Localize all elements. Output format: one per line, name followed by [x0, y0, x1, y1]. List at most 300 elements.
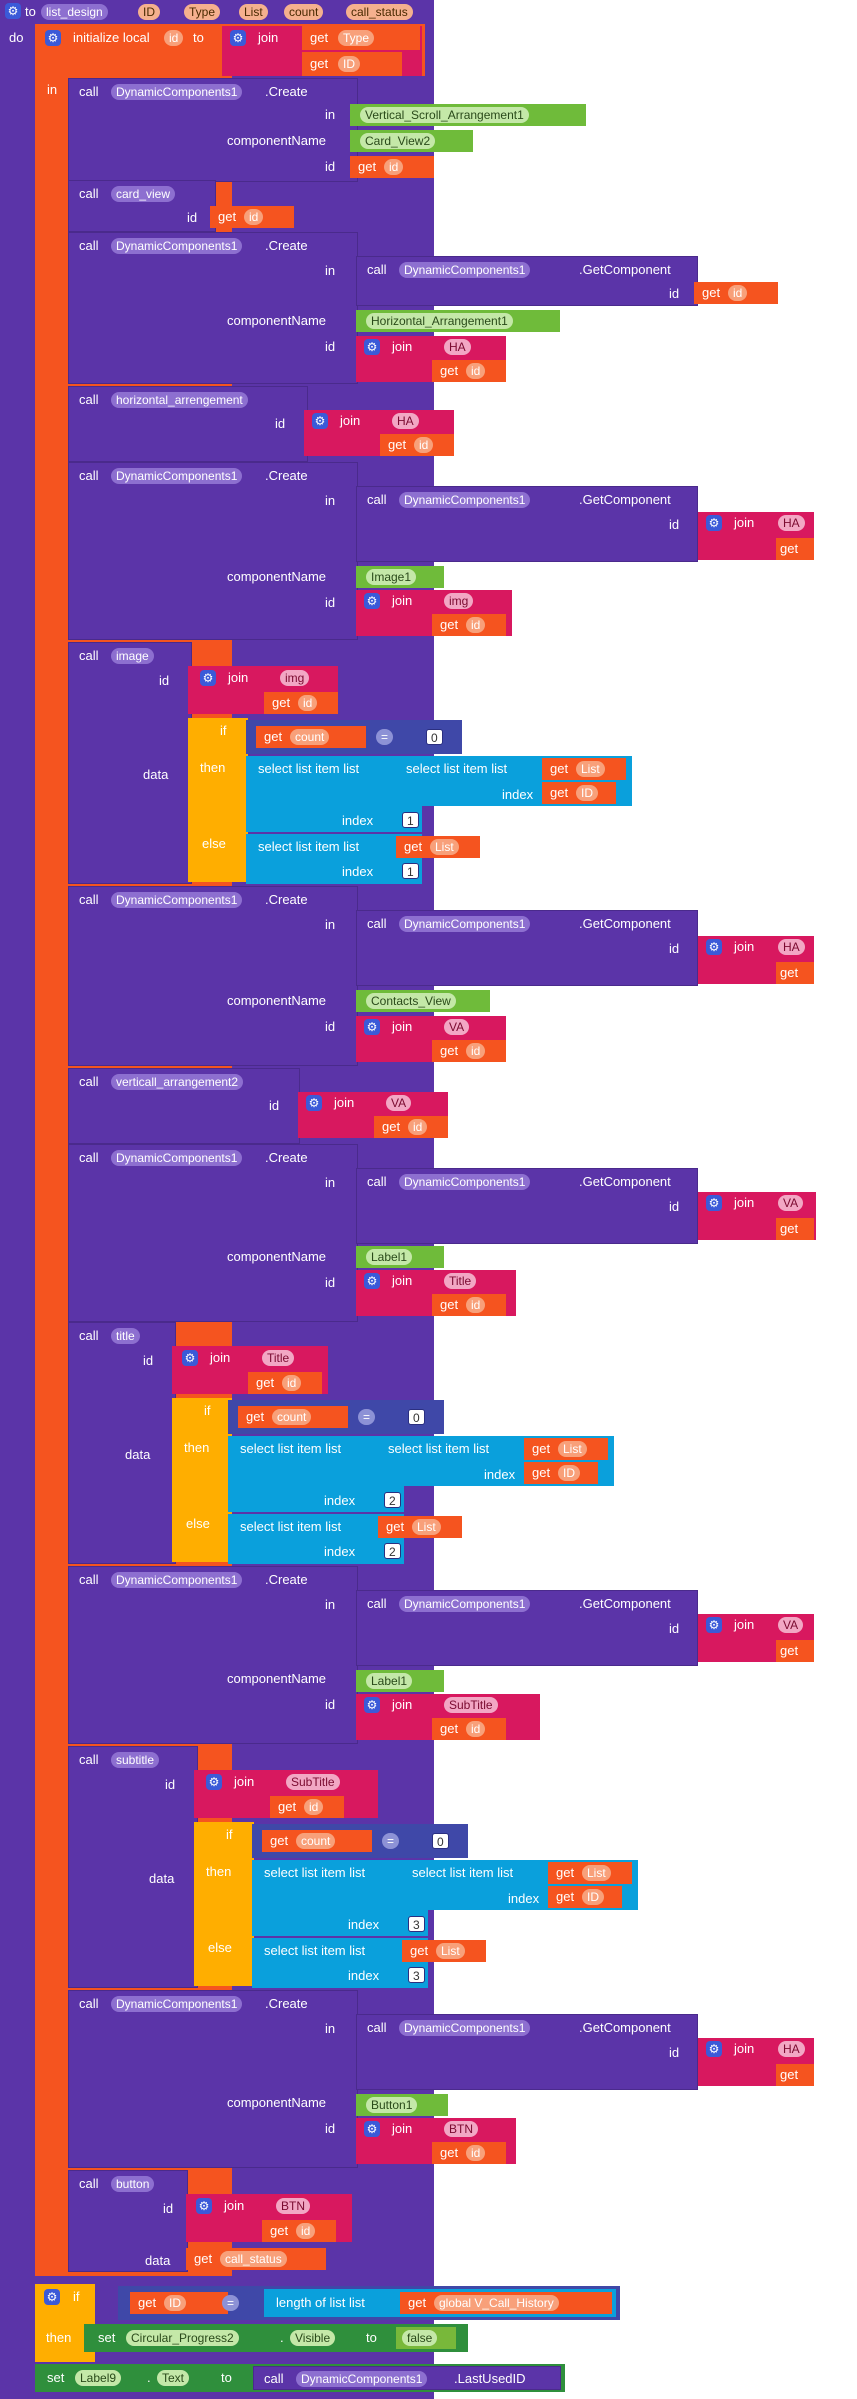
dynamic-components-dropdown[interactable]: DynamicComponents1 [399, 492, 530, 508]
text-string[interactable]: HA [778, 2041, 805, 2057]
get-id-dropdown[interactable]: id [414, 437, 433, 453]
id-label: id [669, 1199, 680, 1214]
call-horizontal-block[interactable] [68, 386, 308, 462]
call-label: call [79, 468, 99, 483]
call-subtitle-block[interactable] [68, 1746, 198, 1988]
join-label: join [210, 1350, 231, 1365]
get-id-block[interactable] [432, 360, 506, 382]
get-id-param-dropdown[interactable]: ID [164, 2295, 186, 2311]
horizontal-arrangement-component[interactable] [356, 310, 560, 332]
select-list-item-label: select list item list [240, 1441, 342, 1456]
get-count-dropdown[interactable]: count [272, 1409, 311, 1425]
select-list-item-block[interactable] [400, 1860, 638, 1910]
join-block[interactable] [698, 936, 814, 984]
get-id-block[interactable] [432, 1294, 506, 1316]
get-component-block[interactable] [356, 1168, 698, 1244]
param-list[interactable]: List [239, 4, 268, 20]
number-value[interactable]: 2 [384, 1492, 401, 1508]
select-list-item-label: select list item list [412, 1865, 514, 1880]
get-id-dropdown[interactable]: id [466, 1043, 485, 1059]
join-gear-icon[interactable]: ⚙ [364, 2121, 380, 2137]
join-block[interactable] [298, 1092, 448, 1138]
get-id-dropdown[interactable]: id [304, 1799, 323, 1815]
join-gear-icon[interactable]: ⚙ [706, 939, 722, 955]
call-label: call [79, 1074, 99, 1089]
text-string[interactable]: HA [778, 515, 805, 531]
call-label: call [79, 1572, 99, 1587]
get-id-param-dropdown[interactable]: ID [576, 785, 598, 801]
get-label: get [194, 2251, 213, 2266]
text-string[interactable]: img [280, 670, 309, 686]
to-label: to [221, 2370, 232, 2385]
text-string[interactable]: HA [392, 413, 419, 429]
join-gear-icon[interactable]: ⚙ [364, 1019, 380, 1035]
text-string[interactable]: HA [444, 339, 471, 355]
get-label: get [532, 1441, 551, 1456]
get-global-list-dropdown[interactable]: global V_Call_History [434, 2295, 559, 2311]
join-gear-icon[interactable]: ⚙ [230, 30, 246, 46]
call-card-view-block[interactable] [68, 180, 216, 232]
component-dropdown[interactable]: Horizontal_Arrangement1 [366, 313, 513, 329]
get-id-param-block[interactable] [302, 52, 402, 76]
get-component-block[interactable] [356, 256, 698, 306]
local-to-label: to [193, 30, 204, 45]
get-label: get [550, 761, 569, 776]
component-dropdown[interactable]: Contacts_View [366, 993, 456, 1009]
create-card-view-block[interactable] [68, 78, 358, 182]
call-label: call [79, 238, 99, 253]
get-component-method: .GetComponent [579, 2020, 671, 2035]
get-id-param-block[interactable] [548, 1886, 622, 1908]
procedure-dropdown[interactable]: button [111, 2176, 154, 2192]
get-id-param-dropdown[interactable]: ID [558, 1465, 580, 1481]
dynamic-components-dropdown[interactable]: DynamicComponents1 [399, 1174, 530, 1190]
join-gear-icon[interactable]: ⚙ [364, 1273, 380, 1289]
boolean-block[interactable] [396, 2327, 456, 2349]
get-id-param-block[interactable] [524, 1462, 598, 1484]
get-label: get [780, 541, 799, 556]
get-component-block[interactable] [356, 2014, 698, 2090]
join-label: join [392, 339, 413, 354]
label1-component[interactable] [356, 1670, 444, 1692]
compare-block[interactable] [252, 1824, 468, 1858]
get-label: get [264, 729, 283, 744]
procedure-dropdown[interactable]: subtitle [111, 1752, 159, 1768]
compare-block[interactable] [228, 1400, 444, 1434]
get-label: get [358, 159, 377, 174]
number-value[interactable]: 3 [408, 1967, 425, 1983]
get-id-block[interactable] [776, 2064, 814, 2086]
procedure-dropdown[interactable]: card_view [111, 186, 175, 202]
id-label: id [325, 2121, 336, 2136]
index-label: index [348, 1968, 380, 1983]
procedure-dropdown[interactable]: verticall_arrangement2 [111, 1074, 243, 1090]
param-id[interactable]: ID [138, 4, 160, 20]
get-list-dropdown[interactable]: List [582, 1865, 611, 1881]
index-label: index [508, 1891, 540, 1906]
procedure-dropdown[interactable]: title [111, 1328, 140, 1344]
set-label: set [98, 2330, 116, 2345]
get-id-dropdown[interactable]: id [298, 695, 317, 711]
if-then-else-block[interactable] [194, 1822, 254, 1986]
get-component-block[interactable] [356, 910, 698, 986]
if-gear-icon[interactable]: ⚙ [44, 2289, 60, 2305]
equals-operator-dropdown[interactable]: = [358, 1409, 375, 1425]
get-label: get [246, 1409, 265, 1424]
join-block[interactable] [356, 1694, 540, 1740]
get-id-dropdown[interactable]: id [466, 1721, 485, 1737]
to-label: to [366, 2330, 377, 2345]
get-id-block[interactable] [210, 206, 294, 228]
get-component-block[interactable] [356, 486, 698, 562]
get-call-status-block[interactable] [186, 2248, 326, 2270]
get-id-dropdown[interactable]: id [466, 1297, 485, 1313]
get-id-block[interactable] [432, 1718, 506, 1740]
join-block[interactable] [172, 1346, 328, 1394]
get-id-dropdown[interactable]: id [728, 285, 747, 301]
in-label: in [325, 107, 336, 122]
join-block[interactable] [698, 1614, 814, 1662]
call-label: call [79, 892, 99, 907]
equals-operator-dropdown[interactable]: = [222, 2295, 239, 2311]
get-component-method: .GetComponent [579, 916, 671, 931]
get-list-dropdown[interactable]: List [576, 761, 605, 777]
text-string[interactable]: img [444, 593, 473, 609]
equals-operator-dropdown[interactable]: = [376, 729, 393, 745]
get-id-block[interactable] [694, 282, 778, 304]
get-id-block[interactable] [776, 962, 814, 984]
call-image-block[interactable] [68, 642, 192, 884]
id-label: id [275, 416, 286, 431]
join-block[interactable] [698, 2038, 814, 2086]
component-name-label: componentName [227, 1249, 326, 1264]
select-list-item-block[interactable] [246, 834, 454, 884]
param-call-status[interactable]: call_status [346, 4, 413, 20]
dynamic-components-dropdown[interactable]: DynamicComponents1 [111, 1150, 242, 1166]
dynamic-components-dropdown[interactable]: DynamicComponents1 [111, 1996, 242, 2012]
join-gear-icon[interactable]: ⚙ [706, 1617, 722, 1633]
param-count[interactable]: count [284, 4, 323, 20]
get-type-block[interactable] [302, 26, 420, 50]
set-property-dropdown[interactable]: Visible [290, 2330, 335, 2346]
text-string[interactable]: VA [778, 1617, 803, 1633]
select-list-item-block[interactable] [252, 1938, 460, 1988]
join-block[interactable] [698, 512, 814, 560]
component-name-label: componentName [227, 569, 326, 584]
text-string[interactable]: VA [386, 1095, 411, 1111]
id-label: id [325, 159, 336, 174]
then-label: then [184, 1440, 210, 1455]
select-list-item-block[interactable] [376, 1436, 614, 1486]
create-horizontal-block[interactable] [68, 232, 358, 384]
card-view2-component[interactable] [350, 130, 473, 152]
get-id-block[interactable] [262, 2220, 336, 2242]
get-id-param-dropdown[interactable]: ID [338, 56, 360, 72]
call-label: call [79, 1150, 99, 1165]
get-id-block[interactable] [432, 1040, 506, 1062]
index-label: index [484, 1467, 516, 1482]
id-label: id [269, 1098, 280, 1113]
text-string[interactable]: VA [778, 1195, 803, 1211]
join-block[interactable] [188, 666, 338, 714]
get-count-dropdown[interactable]: count [296, 1833, 335, 1849]
get-global-list-block[interactable] [400, 2292, 612, 2314]
in-label: in [325, 917, 336, 932]
number-value[interactable]: 2 [384, 1543, 401, 1559]
get-label: get [270, 2223, 289, 2238]
text-string[interactable]: SubTitle [286, 1774, 340, 1790]
join-block[interactable] [698, 1192, 816, 1240]
get-id-block[interactable] [264, 692, 338, 714]
dynamic-components-dropdown[interactable]: DynamicComponents1 [399, 916, 530, 932]
get-list-block[interactable] [378, 1516, 462, 1538]
id-label: id [669, 517, 680, 532]
get-id-dropdown[interactable]: id [466, 617, 485, 633]
button1-component[interactable] [356, 2094, 448, 2116]
get-list-block[interactable] [402, 1940, 486, 1962]
component-name-label: componentName [227, 2095, 326, 2110]
param-type[interactable]: Type [184, 4, 220, 20]
local-join-block[interactable] [222, 26, 422, 76]
join-gear-icon[interactable]: ⚙ [364, 1697, 380, 1713]
component-dropdown[interactable]: Label1 [366, 1673, 412, 1689]
boolean-dropdown[interactable]: false [402, 2330, 437, 2346]
get-id-dropdown[interactable]: id [296, 2223, 315, 2239]
dynamic-components-dropdown[interactable]: DynamicComponents1 [111, 238, 242, 254]
set-component-dropdown[interactable]: Circular_Progress2 [126, 2330, 239, 2346]
join-label: join [392, 1697, 413, 1712]
text-string[interactable]: Title [444, 1273, 476, 1289]
get-id-dropdown[interactable]: id [384, 159, 403, 175]
get-label: get [440, 2145, 459, 2160]
get-label: get [382, 1119, 401, 1134]
create-button-block[interactable] [68, 1990, 358, 2168]
join-block[interactable] [186, 2194, 352, 2242]
local-var-name[interactable]: id [164, 30, 183, 46]
join-block[interactable] [356, 1016, 506, 1062]
then-label: then [206, 1864, 232, 1879]
get-id-dropdown[interactable]: id [466, 363, 485, 379]
get-id-block[interactable] [248, 1372, 322, 1394]
get-id-block[interactable] [432, 2142, 506, 2164]
join-gear-icon[interactable]: ⚙ [200, 670, 216, 686]
join-block[interactable] [356, 2118, 516, 2164]
create-method: .Create [265, 1996, 308, 2011]
get-list-block[interactable] [396, 836, 480, 858]
get-id-block[interactable] [432, 614, 506, 636]
text-string[interactable]: Title [262, 1350, 294, 1366]
get-id-block[interactable] [380, 434, 454, 456]
join-label: join [392, 593, 413, 608]
text-string[interactable]: HA [778, 939, 805, 955]
id-label: id [669, 286, 680, 301]
procedure-dropdown[interactable]: image [111, 648, 154, 664]
call-vertical-block[interactable] [68, 1068, 300, 1144]
procedure-gear-icon[interactable]: ⚙ [5, 3, 21, 19]
get-count-block[interactable] [238, 1406, 348, 1428]
create-title-label-block[interactable] [68, 1144, 358, 1322]
dynamic-components-dropdown[interactable]: DynamicComponents1 [399, 262, 530, 278]
id-label: id [669, 1621, 680, 1636]
contacts-view-component[interactable] [356, 990, 490, 1012]
join-block[interactable] [304, 410, 454, 456]
join-label: join [224, 2198, 245, 2213]
data-label: data [143, 767, 169, 782]
get-label: get [440, 617, 459, 632]
get-id-block[interactable] [374, 1116, 448, 1138]
set-visible-block[interactable] [84, 2324, 468, 2352]
join-gear-icon[interactable]: ⚙ [364, 593, 380, 609]
number-value[interactable]: 0 [426, 729, 443, 745]
join-gear-icon[interactable]: ⚙ [306, 1095, 322, 1111]
join-label: join [392, 2121, 413, 2136]
component-name-label: componentName [227, 133, 326, 148]
dynamic-components-dropdown[interactable]: DynamicComponents1 [111, 468, 242, 484]
get-list-block[interactable] [542, 758, 626, 780]
get-count-block[interactable] [256, 726, 366, 748]
dynamic-components-dropdown[interactable]: DynamicComponents1 [111, 1572, 242, 1588]
select-list-item-block[interactable] [228, 1514, 436, 1564]
join-gear-icon[interactable]: ⚙ [196, 2198, 212, 2214]
vertical-scroll-component[interactable] [350, 104, 586, 126]
label1-component[interactable] [356, 1246, 444, 1268]
procedure-name-field[interactable]: list_design [41, 4, 108, 20]
call-title-block[interactable] [68, 1322, 176, 1564]
compare-block[interactable] [246, 720, 462, 754]
get-list-dropdown[interactable]: List [412, 1519, 441, 1535]
create-subtitle-label-block[interactable] [68, 1566, 358, 1744]
get-id-block[interactable] [776, 1640, 814, 1662]
component-dropdown[interactable]: Label1 [366, 1249, 412, 1265]
get-id-block[interactable] [776, 1218, 814, 1240]
call-label: call [367, 492, 387, 507]
get-label: get [310, 56, 329, 71]
if-then-else-block[interactable] [172, 1398, 232, 1562]
join-label: join [340, 413, 361, 428]
get-label: get [780, 2067, 799, 2082]
call-button-block[interactable] [68, 2170, 188, 2272]
select-list-item-label: select list item list [264, 1943, 366, 1958]
component-dropdown[interactable]: Vertical_Scroll_Arrangement1 [360, 107, 529, 123]
length-of-list-block[interactable] [264, 2289, 616, 2317]
get-id-block[interactable] [350, 156, 434, 178]
get-type-dropdown[interactable]: Type [338, 30, 374, 46]
dynamic-components-dropdown[interactable]: DynamicComponents1 [296, 2371, 427, 2387]
get-list-block[interactable] [524, 1438, 608, 1460]
get-id-dropdown[interactable]: id [282, 1375, 301, 1391]
get-label: get [550, 785, 569, 800]
get-id-dropdown[interactable]: id [244, 209, 263, 225]
create-method: .Create [265, 1572, 308, 1587]
get-label: get [404, 839, 423, 854]
text-string[interactable]: BTN [444, 2121, 478, 2137]
get-list-dropdown[interactable]: List [436, 1943, 465, 1959]
get-label: get [780, 1643, 799, 1658]
select-list-item-block[interactable] [394, 756, 632, 806]
get-list-dropdown[interactable]: List [558, 1441, 587, 1457]
join-block[interactable] [356, 1270, 516, 1316]
join-gear-icon[interactable]: ⚙ [706, 2041, 722, 2057]
procedure-header[interactable] [0, 0, 432, 24]
component-dropdown[interactable]: Image1 [366, 569, 416, 585]
set-property-dropdown[interactable]: Text [157, 2370, 189, 2386]
if-then-else-block[interactable] [188, 718, 248, 882]
dynamic-components-dropdown[interactable]: DynamicComponents1 [111, 84, 242, 100]
join-label: join [734, 939, 755, 954]
join-gear-icon[interactable]: ⚙ [182, 1350, 198, 1366]
get-id-block[interactable] [270, 1796, 344, 1818]
get-label: get [310, 30, 329, 45]
get-call-status-dropdown[interactable]: call_status [220, 2251, 287, 2267]
component-dropdown[interactable]: Card_View2 [360, 133, 435, 149]
get-id-param-block[interactable] [130, 2292, 228, 2314]
get-id-param-block[interactable] [542, 782, 616, 804]
text-string[interactable]: SubTitle [444, 1697, 498, 1713]
join-label: join [734, 2041, 755, 2056]
local-gear-icon[interactable]: ⚙ [45, 30, 61, 46]
text-string[interactable]: VA [444, 1019, 469, 1035]
image1-component[interactable] [356, 566, 444, 588]
number-value[interactable]: 0 [408, 1409, 425, 1425]
get-count-dropdown[interactable]: count [290, 729, 329, 745]
create-image-block[interactable] [68, 462, 358, 640]
get-id-dropdown[interactable]: id [408, 1119, 427, 1135]
compare-block[interactable] [118, 2286, 620, 2320]
get-label: get [256, 1375, 275, 1390]
text-string[interactable]: BTN [276, 2198, 310, 2214]
call-label: call [367, 262, 387, 277]
set-component-dropdown[interactable]: Label9 [75, 2370, 121, 2386]
number-value[interactable]: 1 [402, 812, 419, 828]
get-id-param-dropdown[interactable]: ID [582, 1889, 604, 1905]
procedure-dropdown[interactable]: horizontal_arrengement [111, 392, 248, 408]
equals-operator-dropdown[interactable]: = [382, 1833, 399, 1849]
get-component-block[interactable] [356, 1590, 698, 1666]
component-dropdown[interactable]: Button1 [366, 2097, 417, 2113]
get-label: get [272, 695, 291, 710]
create-contacts-view-block[interactable] [68, 886, 358, 1066]
get-label: get [440, 1297, 459, 1312]
call-label: call [79, 1752, 99, 1767]
get-count-block[interactable] [262, 1830, 372, 1852]
join-gear-icon[interactable]: ⚙ [312, 413, 328, 429]
call-label: call [367, 1174, 387, 1189]
join-gear-icon[interactable]: ⚙ [364, 339, 380, 355]
get-id-block[interactable] [776, 538, 814, 560]
join-gear-icon[interactable]: ⚙ [206, 1774, 222, 1790]
dynamic-components-dropdown[interactable]: DynamicComponents1 [399, 2020, 530, 2036]
dynamic-components-dropdown[interactable]: DynamicComponents1 [111, 892, 242, 908]
get-list-dropdown[interactable]: List [430, 839, 459, 855]
join-block[interactable] [356, 336, 506, 382]
number-value[interactable]: 3 [408, 1916, 425, 1932]
last-used-id-block[interactable] [253, 2366, 561, 2390]
join-gear-icon[interactable]: ⚙ [706, 515, 722, 531]
join-block[interactable] [194, 1770, 378, 1818]
set-label-text-block[interactable] [35, 2364, 565, 2392]
call-label: call [79, 648, 99, 663]
get-id-dropdown[interactable]: id [466, 2145, 485, 2161]
number-value[interactable]: 1 [402, 863, 419, 879]
join-block[interactable] [356, 590, 512, 636]
join-gear-icon[interactable]: ⚙ [706, 1195, 722, 1211]
dynamic-components-dropdown[interactable]: DynamicComponents1 [399, 1596, 530, 1612]
get-list-block[interactable] [548, 1862, 632, 1884]
number-value[interactable]: 0 [432, 1833, 449, 1849]
in-label: in [325, 263, 336, 278]
join-label: join [734, 1617, 755, 1632]
call-label: call [79, 392, 99, 407]
